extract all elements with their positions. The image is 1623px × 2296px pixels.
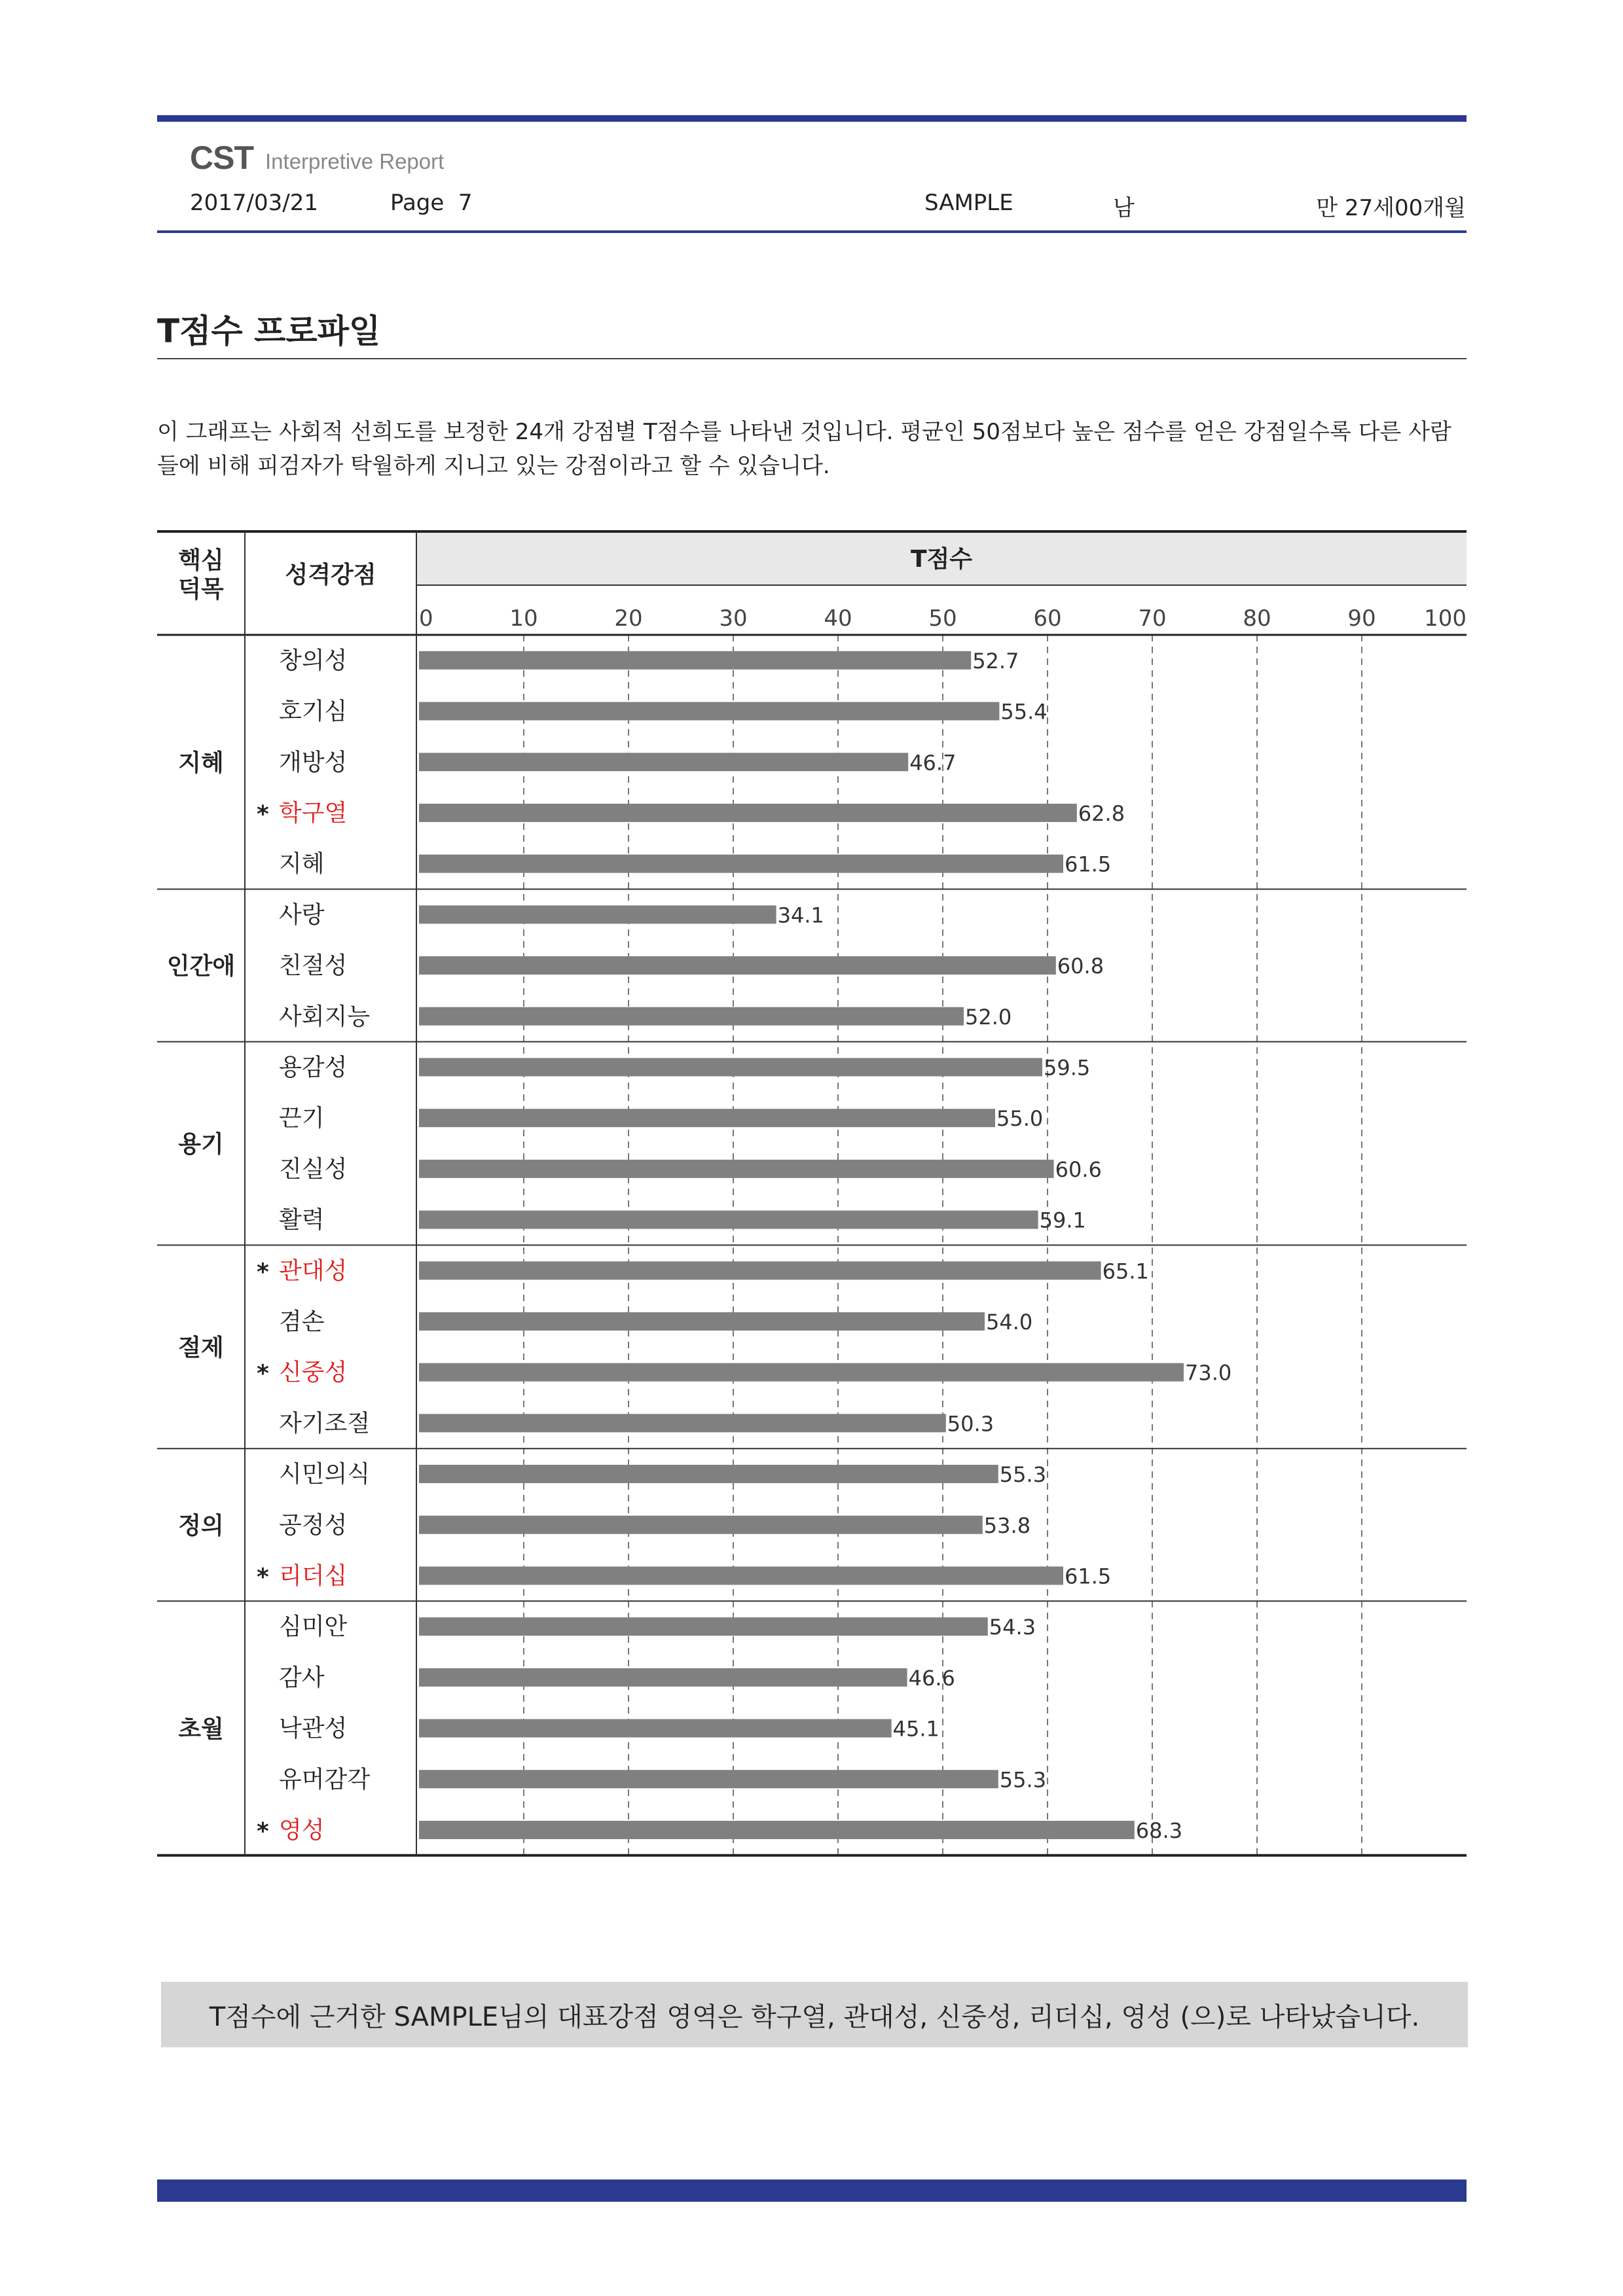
- strength-label: 진실성: [279, 1155, 348, 1183]
- subject-name: SAMPLE: [924, 190, 1013, 216]
- score-value-label: 52.0: [965, 1004, 1012, 1030]
- strength-label: 감사: [279, 1664, 325, 1691]
- score-value-label: 34.1: [777, 903, 824, 928]
- highlight-marker: *: [257, 1259, 269, 1286]
- virtue-group-label: 인간애: [166, 953, 236, 980]
- subject-age: 만 27세00개월: [1316, 195, 1466, 221]
- report-date: 2017/03/21: [190, 190, 318, 216]
- x-tick-label: 0: [419, 605, 433, 632]
- section-title: T점수 프로파일: [157, 312, 381, 350]
- chart-title: T점수: [910, 546, 973, 573]
- score-bar: [419, 1770, 998, 1788]
- score-bar: [419, 1363, 1184, 1382]
- page-number: Page 7: [390, 190, 473, 216]
- score-value-label: 55.3: [999, 1462, 1047, 1488]
- x-tick-label: 20: [614, 605, 643, 632]
- x-tick-label: 10: [509, 605, 538, 632]
- strength-label: 지혜: [279, 850, 325, 878]
- score-bar: [419, 1566, 1063, 1585]
- score-value-label: 61.5: [1065, 852, 1112, 877]
- score-value-label: 61.5: [1065, 1564, 1112, 1589]
- strength-label: 심미안: [279, 1613, 348, 1641]
- virtue-group-label: 지혜: [178, 749, 224, 777]
- strength-label: 친절성: [279, 952, 348, 980]
- score-value-label: 59.5: [1044, 1055, 1091, 1081]
- x-tick-label: 30: [719, 605, 748, 632]
- strength-label: 영성: [279, 1816, 325, 1844]
- score-bar: [419, 1211, 1038, 1229]
- strength-label: 낙관성: [279, 1715, 348, 1742]
- score-bar: [419, 956, 1056, 975]
- highlight-marker: *: [257, 1564, 269, 1591]
- highlight-marker: *: [257, 1360, 269, 1388]
- strength-label: 용감성: [279, 1054, 348, 1081]
- score-bar: [419, 1312, 985, 1331]
- x-tick-label: 100: [1424, 605, 1467, 632]
- column-header-virtue: 핵심: [178, 547, 224, 574]
- strength-label: 호기심: [279, 698, 348, 725]
- score-bar: [419, 1058, 1042, 1076]
- strength-label: 유머감각: [279, 1766, 371, 1793]
- score-bar: [419, 905, 776, 924]
- strength-label: 리더십: [279, 1562, 348, 1590]
- score-value-label: 55.3: [999, 1767, 1047, 1793]
- score-value-label: 50.3: [947, 1411, 994, 1437]
- score-value-label: 45.1: [892, 1716, 939, 1742]
- score-bar: [419, 1668, 907, 1687]
- description-line-2: 들에 비해 피검자가 탁월하게 지니고 있는 강점이라고 할 수 있습니다.: [157, 453, 830, 479]
- virtue-group-label: 절제: [178, 1334, 224, 1361]
- highlight-marker: *: [257, 800, 269, 828]
- x-tick-label: 80: [1243, 605, 1271, 632]
- strength-label: 신중성: [279, 1359, 348, 1386]
- strength-label: 겸손: [279, 1308, 325, 1335]
- score-value-label: 54.0: [986, 1309, 1033, 1335]
- score-bar: [419, 1160, 1054, 1178]
- score-value-label: 52.7: [972, 648, 1019, 673]
- strength-label: 개방성: [279, 749, 348, 776]
- strength-label: 사랑: [279, 901, 325, 929]
- score-value-label: 65.1: [1102, 1259, 1149, 1284]
- score-value-label: 53.8: [983, 1513, 1031, 1538]
- virtue-group-label: 정의: [178, 1512, 224, 1539]
- strength-label: 끈기: [279, 1105, 325, 1132]
- summary-box: [161, 1982, 1468, 2047]
- score-bar: [419, 1414, 946, 1432]
- logo-subtitle: Interpretive Report: [265, 149, 445, 173]
- x-tick-label: 90: [1347, 605, 1376, 632]
- score-bar: [419, 804, 1077, 822]
- score-bar: [419, 1617, 988, 1636]
- score-bar: [419, 1261, 1101, 1280]
- score-value-label: 62.8: [1078, 800, 1125, 826]
- logo-mark: CST: [190, 139, 253, 176]
- highlight-marker: *: [257, 1818, 269, 1845]
- score-bar: [419, 1821, 1135, 1839]
- score-value-label: 54.3: [989, 1615, 1036, 1640]
- score-bar: [419, 651, 971, 670]
- strength-label: 활력: [279, 1206, 325, 1234]
- summary-text: T점수에 근거한 SAMPLE님의 대표강점 영역은 학구열, 관대성, 신중성, 리더십, 영성 (으)로 나타났습니다.: [209, 2001, 1420, 2032]
- x-tick-label: 50: [928, 605, 957, 632]
- score-value-label: 60.6: [1055, 1157, 1102, 1182]
- x-tick-label: 70: [1138, 605, 1167, 632]
- virtue-group-label: 초월: [178, 1715, 224, 1743]
- strength-label: 학구열: [279, 799, 348, 827]
- score-value-label: 68.3: [1135, 1818, 1183, 1843]
- bottom-brand-band: [157, 2179, 1467, 2202]
- column-header-strength: 성격강점: [285, 562, 376, 588]
- score-bar: [419, 753, 908, 771]
- score-value-label: 73.0: [1185, 1360, 1232, 1386]
- column-header-virtue: 덕목: [178, 576, 224, 603]
- score-value-label: 46.7: [909, 750, 957, 776]
- strength-label: 창의성: [279, 647, 348, 674]
- score-value-label: 60.8: [1057, 954, 1104, 979]
- subject-sex: 남: [1113, 195, 1135, 221]
- score-value-label: 46.6: [908, 1665, 955, 1691]
- score-bar: [419, 1465, 998, 1483]
- virtue-group-label: 용기: [178, 1131, 224, 1158]
- strength-label: 관대성: [279, 1257, 348, 1285]
- strength-label: 자기조절: [279, 1410, 371, 1437]
- score-value-label: 59.1: [1039, 1208, 1086, 1233]
- score-value-label: 55.0: [996, 1106, 1044, 1132]
- score-bar: [419, 702, 999, 721]
- x-tick-label: 60: [1033, 605, 1062, 632]
- x-tick-label: 40: [824, 605, 852, 632]
- score-bar: [419, 855, 1063, 873]
- strength-label: 공정성: [279, 1511, 348, 1539]
- score-bar: [419, 1719, 892, 1738]
- strength-label: 시민의식: [279, 1461, 371, 1488]
- score-bar: [419, 1109, 995, 1127]
- score-value-label: 55.4: [1000, 699, 1048, 725]
- score-bar: [419, 1007, 964, 1026]
- score-bar: [419, 1516, 983, 1534]
- strength-label: 사회지능: [279, 1003, 371, 1030]
- description-line-1: 이 그래프는 사회적 선희도를 보정한 24개 강점별 T점수를 나타낸 것입니다. 평균인 50점보다 높은 점수를 얻은 강점일수록 다른 사람: [157, 419, 1451, 445]
